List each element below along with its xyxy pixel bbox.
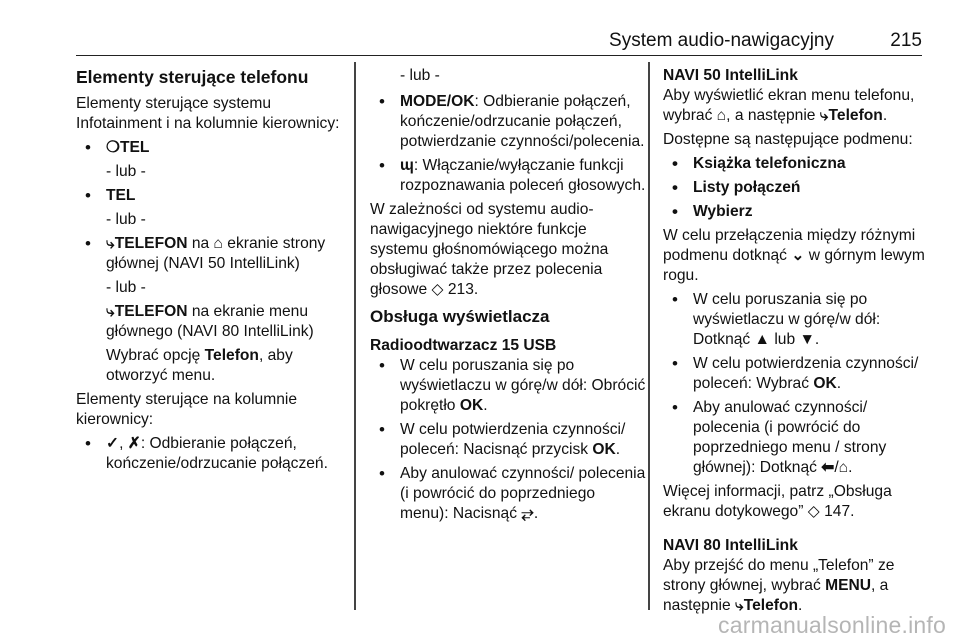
- select-phone-line: [106, 346, 348, 386]
- subheading-radio: Radioodtwarzacz 15 USB: [370, 337, 557, 354]
- voice-paragraph: [370, 200, 646, 300]
- text: w górnym lewym rogu.: [663, 247, 925, 284]
- list-item: [76, 186, 348, 230]
- list-item: • Książka telefoniczna: [663, 154, 935, 174]
- or-separator: - lub -: [106, 163, 146, 180]
- text: : Odbieranie połączeń, kończenie/odrzucanie połączeń.: [106, 435, 328, 472]
- list-item: [370, 92, 646, 152]
- or-separator: - lub -: [106, 279, 146, 296]
- text: .: [615, 441, 621, 458]
- text: , a następnie: [726, 107, 820, 124]
- watermark: carmanualsonline.info: [718, 612, 946, 638]
- ok-label: OK: [813, 375, 837, 392]
- column-divider-left: [354, 62, 356, 610]
- text: .: [798, 597, 803, 614]
- telefon-label: TELEFON: [114, 235, 188, 252]
- text: .: [533, 505, 539, 522]
- text: Aby anulować czynności/ polecenia (i powrócić do poprzedniego menu): Nacisnąć: [400, 465, 646, 522]
- text: ekranie strony głównej (NAVI 50 IntelliLink): [106, 235, 326, 272]
- page-ref-icon: ◇: [807, 503, 820, 520]
- list-item: [370, 420, 646, 460]
- column-divider-right: [648, 62, 650, 610]
- navi50-list: [663, 290, 935, 478]
- text: W celu potwierdzenia czynności/ poleceń: Nacisnąć przycisk: [400, 421, 626, 458]
- list-item: [370, 156, 646, 196]
- or-separator: - lub -: [400, 67, 440, 84]
- navi80-line: [106, 302, 348, 342]
- home-icon: ⌂: [838, 459, 849, 476]
- end-call-icon: ✗: [127, 435, 141, 452]
- answer-call-icon: ✓: [106, 435, 120, 452]
- steering-list: [76, 434, 348, 474]
- text: Aby przejść do menu „Telefon” ze strony głównej, wybrać: [663, 557, 895, 594]
- list-item: [76, 234, 348, 386]
- page-ref: 147.: [819, 503, 855, 520]
- steering-list-cont: [370, 92, 646, 196]
- spacer: [663, 526, 935, 536]
- text: W celu poruszania się po wyświetlaczu w górę/w dół: Dotknąć: [693, 291, 881, 348]
- controls-list: [76, 138, 348, 386]
- home-icon: ⌂: [716, 107, 727, 124]
- text: Wybrać opcję: [106, 347, 205, 364]
- back-arrow-icon: ⬅: [821, 459, 835, 476]
- mode-ok-label: MODE/OK: [400, 93, 475, 110]
- column-middle: [370, 66, 646, 528]
- text: lub: [769, 331, 800, 348]
- telefon-label: Telefon: [828, 107, 883, 124]
- text: W zależności od systemu audio-nawigacyjnego niektóre funkcje systemu głośnomówiącego można obsługiwać także przez polecenia głosowe: [370, 201, 609, 298]
- phone-icon: ⤷: [734, 597, 744, 614]
- text: , a następnie: [663, 577, 889, 614]
- header-title: System audio-nawigacyjny: [609, 30, 834, 51]
- switch-paragraph: [663, 226, 935, 286]
- phone-icon: ⤷: [106, 303, 115, 320]
- more-info-paragraph: [663, 482, 935, 522]
- section-heading-display: Obsługa wyświetlacza: [370, 307, 550, 326]
- controls-intro: Elementy sterujące systemu Infotainment i na kolumnie kierownicy:: [76, 95, 340, 132]
- page-header: [76, 22, 922, 56]
- text: W celu potwierdzenia czynności/ poleceń: Wybrać: [693, 355, 919, 392]
- arrow-up-icon: ▲: [754, 331, 770, 348]
- page-ref-icon: ◇: [431, 281, 444, 298]
- submenu-list: [663, 154, 935, 222]
- ok-label: OK: [592, 441, 616, 458]
- text: .: [848, 459, 853, 476]
- text: .: [814, 331, 820, 348]
- text: ,: [119, 435, 128, 452]
- text: W celu przełączenia między różnymi podmenu dotknąć: [663, 227, 916, 264]
- or-separator: - lub -: [106, 211, 146, 228]
- chevron-down-icon: ⌄: [791, 247, 805, 264]
- telefon-label: TELEFON: [114, 303, 188, 320]
- voice-recognition-icon: ɰ: [400, 157, 414, 174]
- column-left: [76, 66, 348, 478]
- phone-button-icon: ❍: [106, 139, 120, 156]
- list-item: [76, 138, 348, 182]
- radio-list: [370, 356, 646, 524]
- back-icon: ⥂: [521, 505, 534, 522]
- list-item: [370, 464, 646, 524]
- tel-label: TEL: [119, 139, 150, 156]
- telefon-label: Telefon: [743, 597, 798, 614]
- text: na ekranie menu głównego (NAVI 80 IntelliLink): [106, 303, 314, 340]
- text: , aby otworzyć menu.: [106, 347, 293, 384]
- text: W celu poruszania się po wyświetlaczu w górę/w dół: Obrócić pokrętło: [400, 357, 646, 414]
- page-number: 215: [890, 30, 922, 51]
- section-heading-phone-controls: Elementy sterujące telefonu: [76, 67, 309, 87]
- subheading-navi50: NAVI 50 IntelliLink: [663, 67, 798, 84]
- text: na: [187, 235, 214, 252]
- list-item: • Wybierz: [663, 202, 935, 222]
- text: .: [836, 375, 842, 392]
- navi80-paragraph: [663, 556, 935, 616]
- text: /: [834, 459, 839, 476]
- text: .: [882, 107, 888, 124]
- list-item: [76, 434, 348, 474]
- subheading-navi80: NAVI 80 IntelliLink: [663, 537, 798, 554]
- steering-intro: Elementy sterujące na kolumnie kierownicy:: [76, 391, 298, 428]
- phone-icon: ⤷: [819, 107, 829, 124]
- tel-label: TEL: [106, 187, 136, 204]
- ok-label: OK: [459, 397, 484, 414]
- list-item: [663, 398, 935, 478]
- list-item: [663, 290, 935, 350]
- list-item: [663, 354, 935, 394]
- submenus-intro: Dostępne są następujące podmenu:: [663, 131, 913, 148]
- text: .: [483, 397, 488, 414]
- text: : Włączanie/wyłączanie funkcji rozpoznawania poleceń głosowych.: [400, 157, 646, 194]
- phone-icon: ⤷: [106, 235, 115, 252]
- arrow-down-icon: ▼: [799, 331, 815, 348]
- text: Aby wyświetlić ekran menu telefonu, wybrać: [663, 87, 915, 124]
- column-right: [663, 66, 935, 620]
- page-ref: 213.: [443, 281, 479, 298]
- telefon-option: Telefon: [204, 347, 259, 364]
- text: Więcej informacji, patrz „Obsługa ekranu dotykowego”: [663, 483, 892, 520]
- menu-label: MENU: [825, 577, 871, 594]
- text: : Odbieranie połączeń, kończenie/odrzucanie połączeń, potwierdzanie czynności/polecenia.: [400, 93, 645, 150]
- navi50-paragraph: [663, 86, 935, 126]
- list-item: • Listy połączeń: [663, 178, 935, 198]
- list-item: [370, 356, 646, 416]
- text: Aby anulować czynności/ polecenia (i powrócić do poprzedniego menu / strony głównej): Dotknąć: [693, 399, 887, 476]
- home-icon: ⌂: [213, 235, 223, 252]
